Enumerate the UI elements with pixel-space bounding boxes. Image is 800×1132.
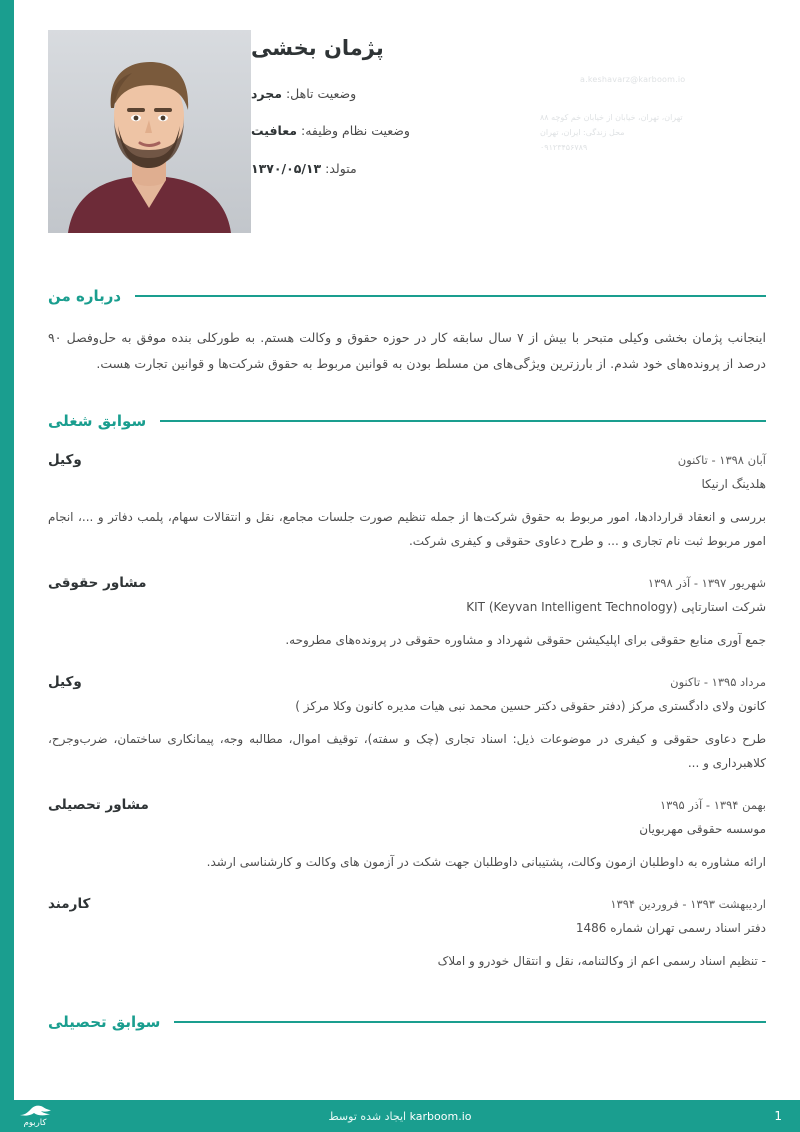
section-experience <box>48 412 766 973</box>
experience-item-title: مشاور تحصیلی <box>48 796 149 813</box>
experience-item-org: شرکت استارتاپی (KIT (Keyvan Intelligent Technology <box>466 599 766 614</box>
karboom-bird-icon <box>18 1104 52 1118</box>
experience-item-date: بهمن ۱۳۹۴ - آذر ۱۳۹۵ <box>660 797 766 812</box>
resume-page <box>14 0 800 1100</box>
experience-item-header <box>48 674 766 690</box>
marital-status-label: وضعیت تاهل: <box>285 86 357 101</box>
section-header-education <box>48 1013 766 1031</box>
brand-logo[interactable] <box>18 1104 52 1128</box>
section-rule <box>135 295 766 297</box>
experience-item-org: موسسه حقوقی مهربویان <box>639 821 766 836</box>
page-footer <box>0 1100 800 1132</box>
military-status-label: وضعیت نظام وظیفه: <box>301 123 410 139</box>
experience-item <box>48 797 766 874</box>
contact-address: تهران، تهران، خیابان از خیابان خم کوچه ۸۸ <box>540 113 683 122</box>
section-header-about <box>48 287 766 305</box>
page-number: 1 <box>774 1109 782 1123</box>
section-title-about: درباره من <box>48 287 122 305</box>
page-title: پژمان بخشی <box>251 36 384 60</box>
section-rule <box>174 1021 766 1023</box>
section-title-education: سوابق تحصیلی <box>48 1012 161 1031</box>
experience-item-header <box>48 797 766 813</box>
resume-header <box>48 30 766 245</box>
contact-city: محل زندگی: ایران، تهران <box>540 128 625 138</box>
experience-item <box>48 452 766 553</box>
contact-phone: ۰۹۱۲۳۴۵۶۷۸۹ <box>540 143 588 153</box>
identity-block <box>251 30 766 198</box>
experience-item-title: وکیل <box>48 673 82 690</box>
experience-item-date: شهریور ۱۳۹۷ - آذر ۱۳۹۸ <box>647 575 766 590</box>
section-education <box>48 1013 766 1031</box>
section-title-experience: سوابق شغلی <box>48 411 147 430</box>
experience-item <box>48 896 766 973</box>
profile-photo <box>48 30 251 233</box>
military-status-value: معافیت <box>251 123 298 139</box>
section-header-experience <box>48 412 766 430</box>
experience-item-desc: طرح دعاوی حقوقی و کیفری در موضوعات ذیل: اسناد تجاری (چک و سفته)، توقیف اموال، مطالبه وجه، پیمانکاری ساختمان، ضرب‌وجرح، کلاهبرداری و ... <box>48 731 766 770</box>
experience-item-date: آبان ۱۳۹۸ - تاکنون <box>677 452 766 467</box>
brand-name: کاربوم <box>23 1118 47 1129</box>
left-accent-bar <box>0 0 14 1132</box>
section-rule <box>160 420 766 422</box>
experience-item-org: هلدینگ ارنیکا <box>701 476 766 491</box>
experience-item <box>48 674 766 775</box>
birthdate-value: ۱۳۷۰/۰۵/۱۳ <box>251 160 322 176</box>
footer-site-link[interactable]: karboom.io <box>409 1109 472 1123</box>
experience-item <box>48 575 766 652</box>
experience-item-desc: - تنظیم اسناد رسمی اعم از وکالتنامه، نقل و انتقال خودرو و املاک <box>437 953 766 968</box>
experience-item-date: مرداد ۱۳۹۵ - تاکنون <box>670 674 766 689</box>
experience-item-desc: بررسی و انعقاد قراردادها، امور مربوط به حقوق شرکت‌ها از جمله تنظیم صورت جلسات مجامع، نقل و انتقالات سهام، پلمب دفاتر و ...، انجام امور مربوط ثبت نام تجاری و ... و طرح دعاوی حقوقی و کیفری شرکت. <box>48 509 766 548</box>
experience-item-desc: ارائه مشاوره به داوطلبان ازمون وکالت، پشتیبانی داوطلبان جهت شکت در آزمون های وکالت و کارشناسی ارشد. <box>206 854 766 869</box>
about-text: اینجانب پژمان بخشی وکیلی متبحر با بیش از ۷ سال سابقه کار در حوزه حقوق و وکالت هستم. به طورکلی بنده موفق به حل‌وفصل ۹۰ درصد از پرونده‌های خود شدم. از بارزترین ویژگی‌های من مسلط بودن به قوانین مربوط به حقوق شرکت‌ها و قوانین تجارت هست. <box>48 330 766 372</box>
experience-item-header <box>48 896 766 912</box>
experience-item-title: کارمند <box>48 895 91 912</box>
experience-item-org: کانون ولای دادگستری مرکز (دفتر حقوقی دکتر حسین محمد نبی هیات مدیره کانون وکلا مرکز ) <box>295 698 766 713</box>
section-about <box>48 287 766 378</box>
contact-email: a.keshavarz@karboom.io <box>580 75 686 84</box>
experience-item-header <box>48 575 766 591</box>
military-status-line <box>251 123 746 139</box>
experience-item-title: مشاور حقوقی <box>48 574 147 591</box>
footer-credit-text: ایجاد شده توسط <box>328 1109 407 1123</box>
footer-credit <box>0 1110 800 1123</box>
experience-item-date: اردیبهشت ۱۳۹۳ - فروردین ۱۳۹۴ <box>610 896 766 911</box>
marital-status-value: مجرد <box>251 86 282 101</box>
marital-status-line <box>251 86 746 102</box>
experience-item-desc: جمع آوری منابع حقوقی برای اپلیکیشن حقوقی شهرداد و مشاوره حقوقی در پرونده‌های مطروحه. <box>285 632 766 647</box>
experience-item-header <box>48 452 766 468</box>
experience-item-title: وکیل <box>48 451 82 468</box>
birthdate-line <box>251 161 746 177</box>
experience-item-org: دفتر اسناد رسمی تهران شماره 1486 <box>575 920 766 935</box>
birthdate-label: متولد: <box>325 160 357 176</box>
